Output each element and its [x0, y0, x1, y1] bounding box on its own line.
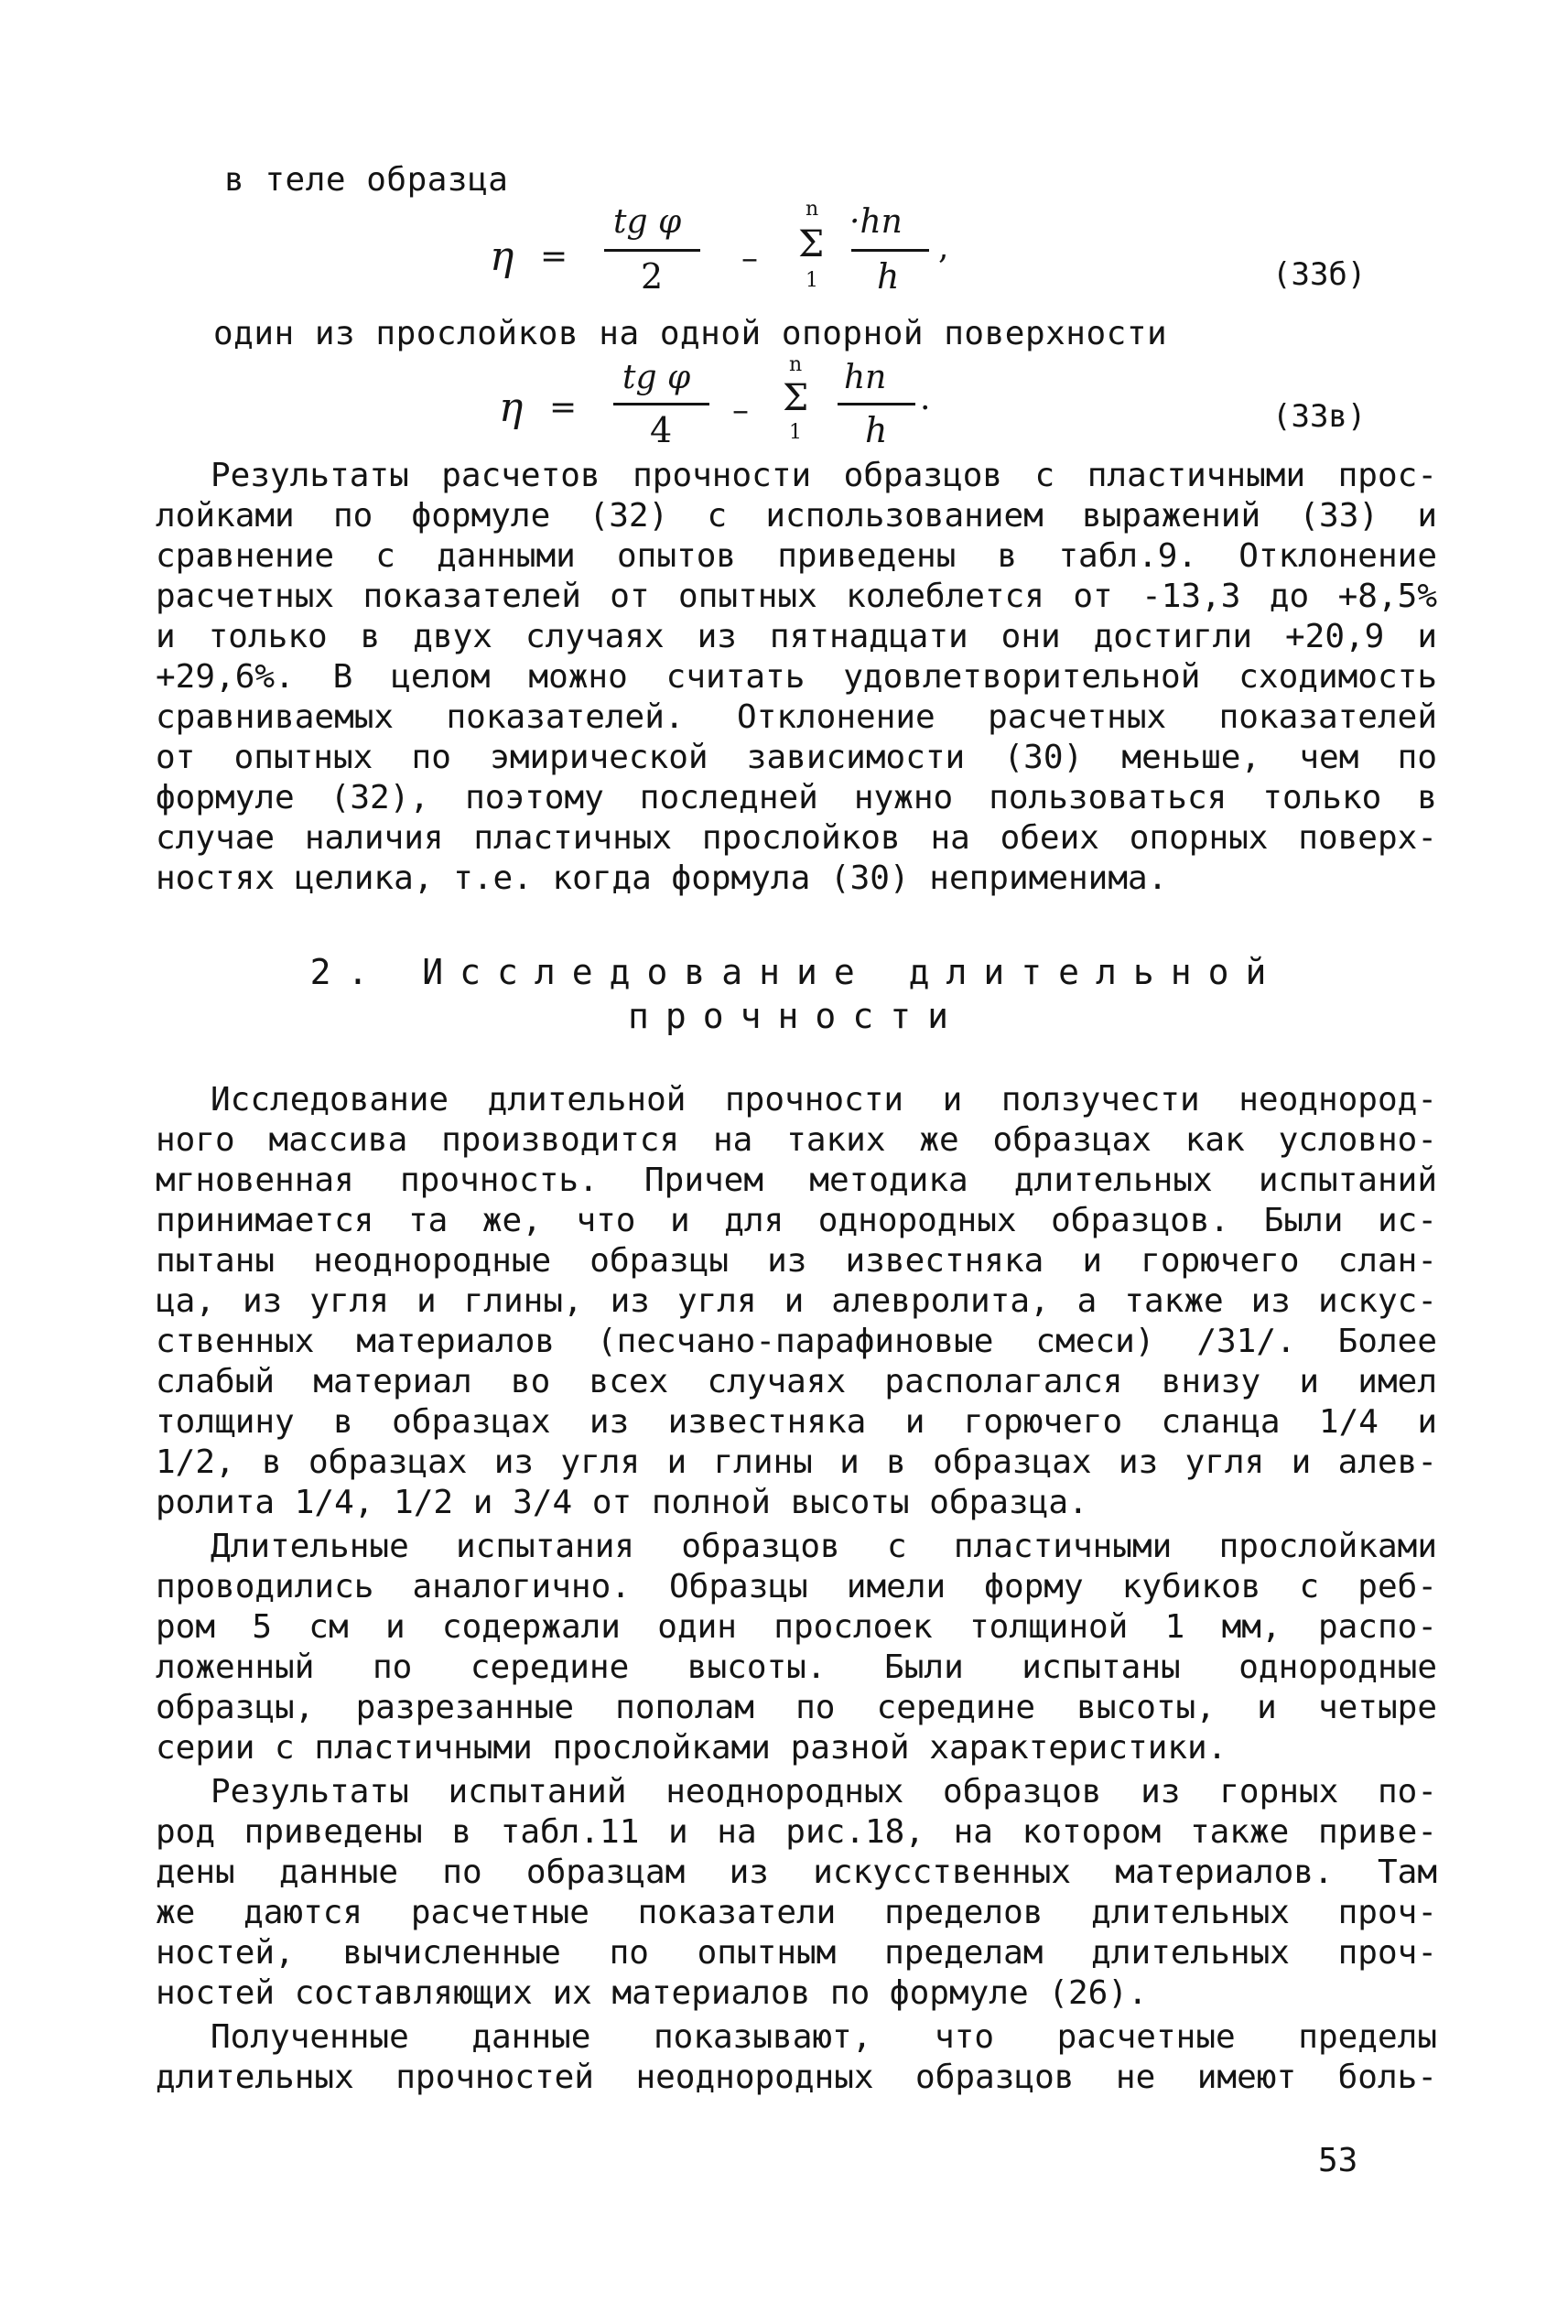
formula-c-fraction-bar-1 [613, 403, 709, 405]
formula-c-eq: = [549, 389, 578, 427]
formula-c-num1: tg φ [622, 359, 691, 396]
formula-c-lhs: η [499, 384, 524, 431]
paragraph-line: ственных материалов (песчано-парафиновые смеси) /31/. Более [156, 1323, 1437, 1360]
formula-b-den1: 2 [641, 256, 664, 297]
paragraph-line: ца, из угля и глины, из угля и алевролита, а также из искус- [156, 1282, 1437, 1320]
paragraph-line: принимается та же, что и для однородных образцов. Были ис- [156, 1202, 1437, 1239]
paragraph-line: образцы, разрезанные пополам по середине высоты, и четыре [156, 1689, 1437, 1726]
section-heading-line-1: 2. Исследование длительной [309, 952, 1283, 992]
paragraph-line: длительных прочностей неоднородных образцов не имеют боль- [156, 2059, 1437, 2096]
intro-line-1: в теле образца [224, 161, 509, 199]
paragraph-line: Результаты расчетов прочности образцов с пластичными прос- [211, 457, 1437, 494]
paragraph-line: Исследование длительной прочности и ползучести неоднород- [211, 1081, 1437, 1119]
paragraph-line: дены данные по образцам из искусственных материалов. Там [156, 1854, 1437, 1891]
formula-c-sum: Σ [783, 377, 809, 419]
formula-b-sum-bottom: 1 [806, 269, 818, 292]
formula-b-eq: = [540, 238, 568, 276]
paragraph-line: ностях целика, т.е. когда формула (30) неприменима. [156, 859, 1168, 897]
formula-b-sum-top: n [806, 198, 819, 221]
paragraph-line: мгновенная прочность. Причем методика длительных испытаний [156, 1162, 1437, 1199]
formula-b-num1: tg φ [613, 203, 682, 241]
paragraph-line: случае наличия пластичных прослойков на обеих опорных поверх- [156, 819, 1437, 857]
formula-b-num2: ·hn [849, 203, 903, 241]
formula-c-minus: – [732, 392, 749, 429]
paragraph-line: расчетных показателей от опытных колеблется от -13,3 до +8,5% [156, 578, 1437, 615]
formula-b-den2: h [877, 256, 900, 297]
formula-b-trail: , [938, 229, 949, 266]
formula-b-lhs: η [490, 233, 514, 280]
intro-line-2: один из прослойков на одной опорной поверхности [213, 315, 1168, 352]
formula-b-fraction-bar-1 [604, 249, 700, 252]
paragraph-line: пытаны неоднородные образцы из известняка и горючего слан- [156, 1242, 1437, 1280]
paragraph-line: род приведены в табл.11 и на рис.18, на котором также приве- [156, 1813, 1437, 1851]
formula-b-sum: Σ [798, 223, 825, 265]
page-number: 53 [1318, 2142, 1358, 2179]
paragraph-line: Результаты испытаний неоднородных образцов из горных по- [211, 1773, 1437, 1811]
paragraph-line: +29,6%. В целом можно считать удовлетворительной сходимость [156, 658, 1437, 696]
formula-c-sum-top: n [789, 353, 803, 376]
paragraph-line: серии с пластичными прослойками разной характеристики. [156, 1729, 1227, 1767]
paragraph-line: толщину в образцах из известняка и горючего сланца 1/4 и [156, 1403, 1437, 1441]
paragraph-line: от опытных по эмирической зависимости (30) меньше, чем по [156, 739, 1437, 776]
paragraph-line: ного массива производится на таких же образцах как условно- [156, 1121, 1437, 1159]
paragraph-line: сравниваемых показателей. Отклонение расчетных показателей [156, 698, 1437, 736]
paragraph-line: ностей, вычисленные по опытным пределам длительных проч- [156, 1934, 1437, 1972]
formula-b-number: (33б) [1272, 256, 1367, 293]
formula-c-trail: . [920, 380, 931, 417]
paragraph-line: проводились аналогично. Образцы имели форму кубиков с реб- [156, 1568, 1437, 1605]
section-heading-line-2: прочности [628, 996, 965, 1036]
paragraph-line: слабый материал во всех случаях располагался внизу и имел [156, 1363, 1437, 1400]
formula-c-den2: h [865, 410, 888, 450]
paragraph-line: и только в двух случаях из пятнадцати они достигли +20,9 и [156, 618, 1437, 655]
formula-b-minus: – [741, 240, 758, 277]
formula-c-den1: 4 [650, 410, 673, 450]
paragraph-line: Полученные данные показывают, что расчетные пределы [211, 2018, 1437, 2056]
paragraph-line: сравнение с данными опытов приведены в табл.9. Отклонение [156, 537, 1437, 575]
paragraph-line: 1/2, в образцах из угля и глины и в образцах из угля и алев- [156, 1443, 1437, 1481]
paragraph-line: ролита 1/4, 1/2 и 3/4 от полной высоты образца. [156, 1484, 1088, 1521]
paragraph-line: формуле (32), поэтому последней нужно пользоваться только в [156, 779, 1437, 816]
paragraph-line: ложенный по середине высоты. Были испытаны однородные [156, 1648, 1437, 1686]
formula-c-number: (33в) [1272, 398, 1367, 435]
paragraph-line: лойками по формуле (32) с использованием выражений (33) и [156, 497, 1437, 535]
paragraph-line: же даются расчетные показатели пределов длительных проч- [156, 1894, 1437, 1931]
formula-c-sum-bottom: 1 [789, 421, 802, 444]
formula-b-fraction-bar-2 [851, 249, 929, 252]
paragraph-line: Длительные испытания образцов с пластичными прослойками [211, 1528, 1437, 1565]
formula-c-num2: hn [844, 359, 887, 396]
formula-c-fraction-bar-2 [838, 403, 915, 405]
paragraph-line: ностей составляющих их материалов по формуле (26). [156, 1974, 1148, 2012]
paragraph-line: ром 5 см и содержали один прослоек толщиной 1 мм, распо- [156, 1608, 1437, 1646]
